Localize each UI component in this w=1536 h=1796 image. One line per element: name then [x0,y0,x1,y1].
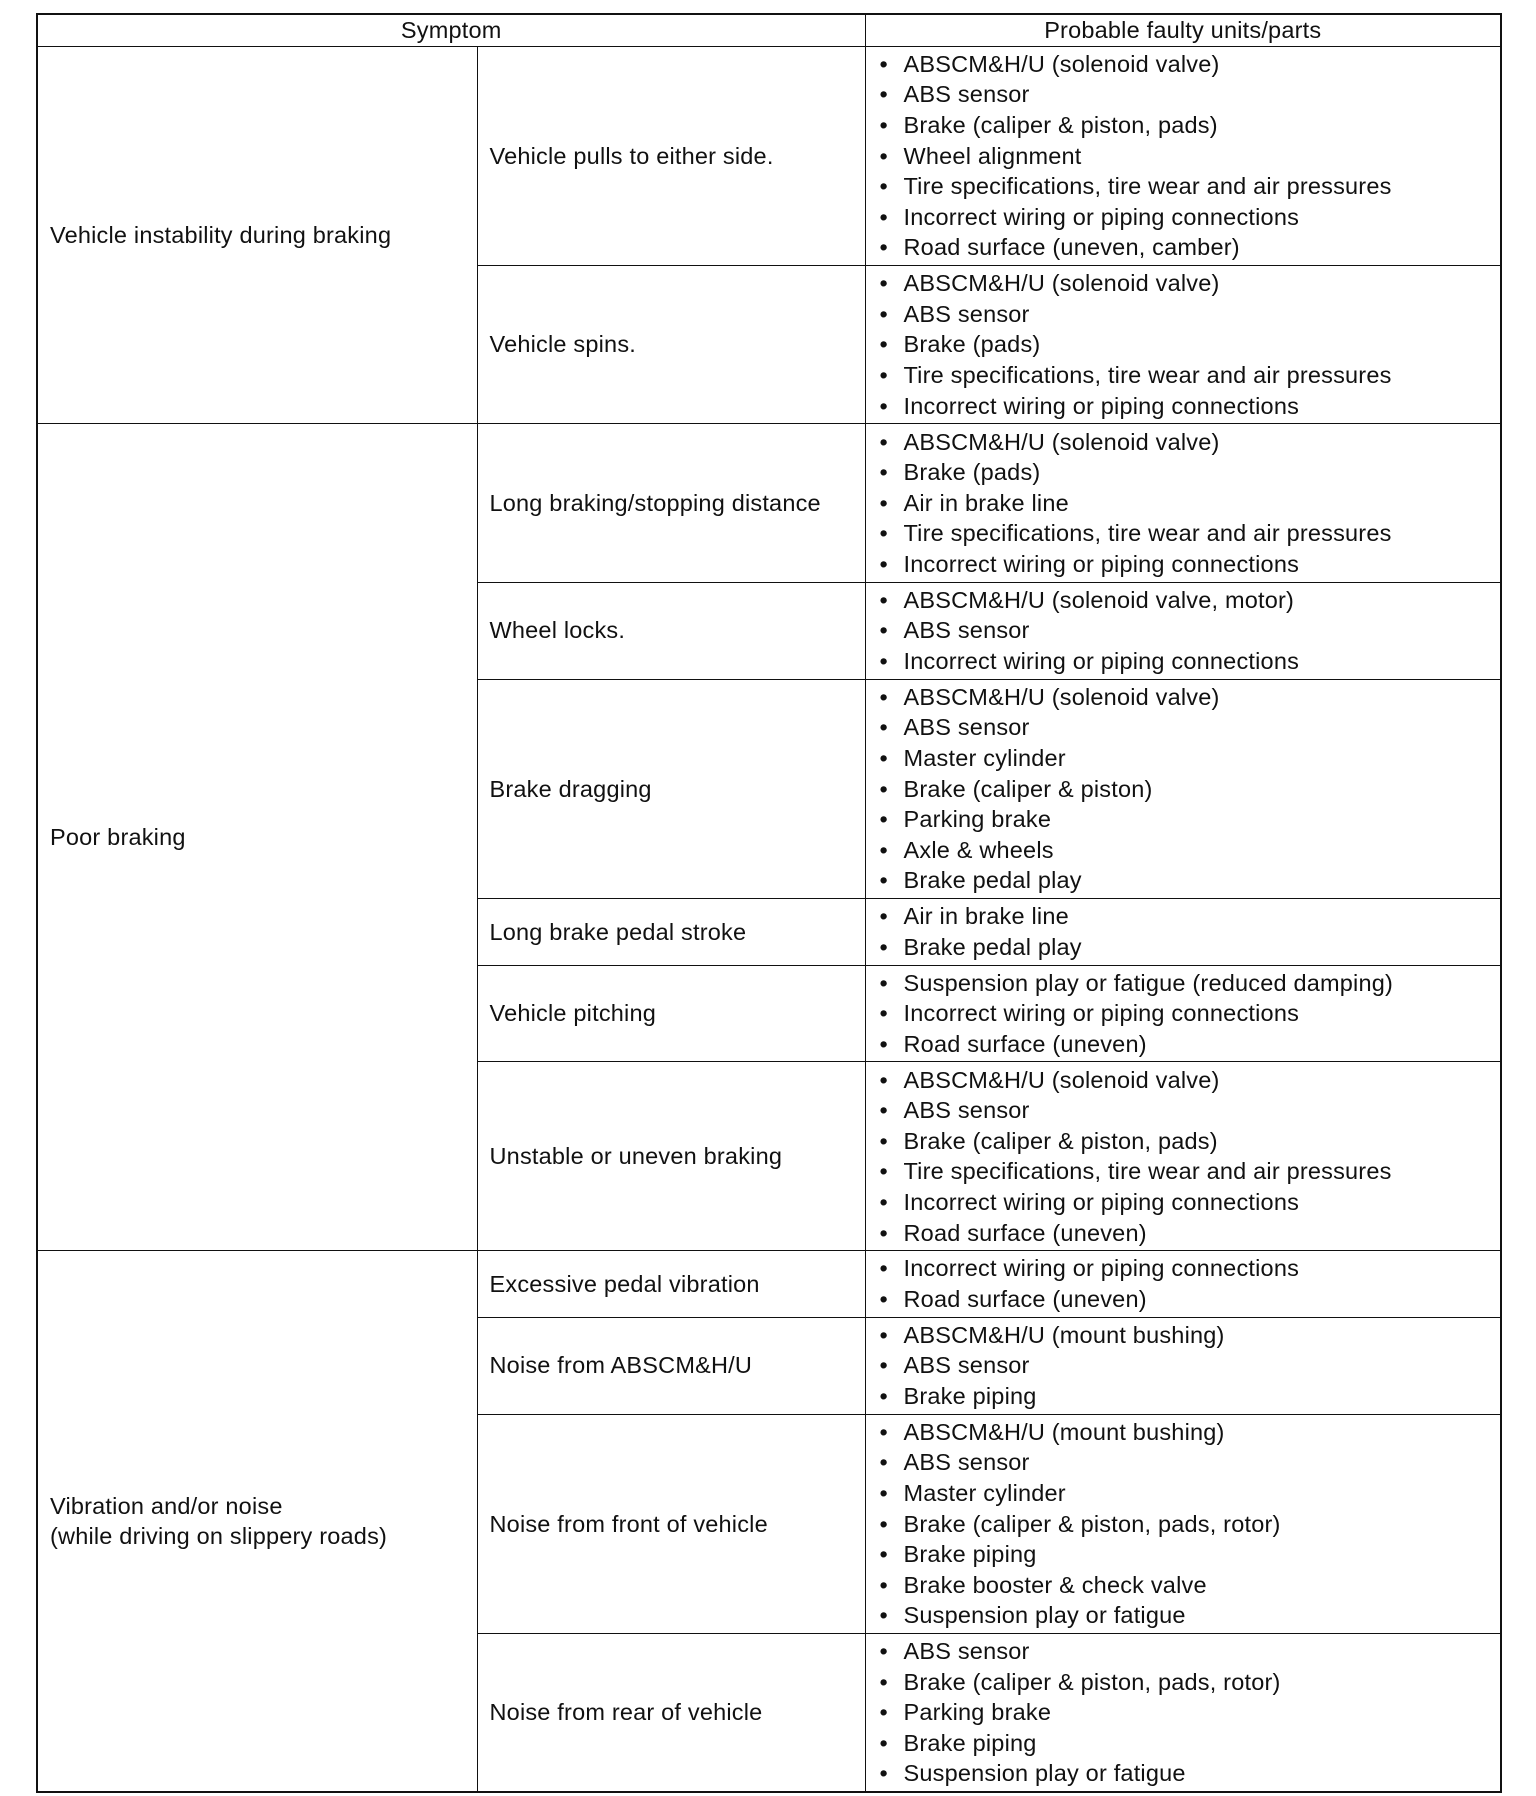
parts-cell [865,1062,1501,1251]
part-item: • Master cylinder [876,743,1495,774]
parts-list [876,1636,1495,1789]
parts-list [876,1253,1495,1314]
part-item: • Road surface (uneven) [876,1218,1495,1249]
parts-cell [865,899,1501,965]
part-item: • Incorrect wiring or piping connections [876,1187,1495,1218]
parts-list [876,1417,1495,1631]
part-item: • Brake pedal play [876,865,1495,896]
parts-list [876,268,1495,421]
part-item: • Brake (pads) [876,329,1495,360]
header-row [37,14,1501,46]
sub-symptom-cell: Long brake pedal stroke [477,899,865,965]
part-item: • Parking brake [876,1697,1495,1728]
part-item: • Brake (caliper & piston) [876,774,1495,805]
part-item: • ABSCM&H/U (solenoid valve) [876,268,1495,299]
part-item: • Brake (caliper & piston, pads, rotor) [876,1509,1495,1540]
part-item: • Brake piping [876,1381,1495,1412]
parts-cell [865,1317,1501,1414]
part-item: • Tire specifications, tire wear and air pressures [876,1156,1495,1187]
part-item: • Brake (pads) [876,457,1495,488]
table-row [37,424,1501,582]
part-item: • Incorrect wiring or piping connections [876,202,1495,233]
part-item: • ABSCM&H/U (solenoid valve, motor) [876,585,1495,616]
part-item: • ABS sensor [876,1350,1495,1381]
parts-list [876,427,1495,580]
part-item: • Tire specifications, tire wear and air pressures [876,360,1495,391]
sub-symptom-cell: Vehicle pitching [477,965,865,1062]
part-item: • Tire specifications, tire wear and air pressures [876,518,1495,549]
parts-list [876,49,1495,263]
symptom-group-cell [37,1251,477,1792]
parts-cell [865,1251,1501,1317]
part-item: • Axle & wheels [876,835,1495,866]
part-item: • Road surface (uneven) [876,1284,1495,1315]
sub-symptom-cell: Noise from front of vehicle [477,1414,865,1634]
part-item: • ABS sensor [876,1095,1495,1126]
troubleshooting-table [36,13,1502,1793]
parts-list [876,968,1495,1060]
part-item: • Incorrect wiring or piping connections [876,1253,1495,1284]
sub-symptom-cell: Brake dragging [477,679,865,899]
table-row [37,46,1501,266]
symptom-group-line: (while driving on slippery roads) [50,1523,388,1550]
part-item: • Road surface (uneven) [876,1029,1495,1060]
part-item: • Master cylinder [876,1478,1495,1509]
table-row [37,1251,1501,1317]
parts-list [876,1065,1495,1249]
part-item: • Suspension play or fatigue [876,1758,1495,1789]
part-item: • ABSCM&H/U (mount bushing) [876,1417,1495,1448]
table-body [37,46,1501,1792]
sub-symptom-cell: Noise from rear of vehicle [477,1634,865,1792]
part-item: • ABSCM&H/U (solenoid valve) [876,682,1495,713]
parts-cell [865,965,1501,1062]
part-item: • ABS sensor [876,1447,1495,1478]
parts-list [876,585,1495,677]
sub-symptom-cell: Noise from ABSCM&H/U [477,1317,865,1414]
part-item: • ABSCM&H/U (solenoid valve) [876,427,1495,458]
part-item: • Air in brake line [876,901,1495,932]
symptom-group-line: Vibration and/or noise [50,1492,283,1519]
part-item: • Suspension play or fatigue [876,1600,1495,1631]
parts-cell [865,679,1501,899]
part-item: • ABS sensor [876,615,1495,646]
parts-list [876,1320,1495,1412]
part-item: • Incorrect wiring or piping connections [876,549,1495,580]
part-item: • Brake booster & check valve [876,1570,1495,1601]
part-item: • Road surface (uneven, camber) [876,232,1495,263]
parts-list [876,901,1495,962]
part-item: • ABSCM&H/U (solenoid valve) [876,1065,1495,1096]
part-item: • Brake pedal play [876,932,1495,963]
part-item: • Tire specifications, tire wear and air pressures [876,171,1495,202]
part-item: • ABS sensor [876,1636,1495,1667]
part-item: • Parking brake [876,804,1495,835]
part-item: • Brake piping [876,1728,1495,1759]
sub-symptom-cell: Excessive pedal vibration [477,1251,865,1317]
part-item: • Incorrect wiring or piping connections [876,998,1495,1029]
sub-symptom-cell: Vehicle spins. [477,266,865,424]
part-item: • Incorrect wiring or piping connections [876,646,1495,677]
symptom-header: Symptom [37,14,865,46]
part-item: • ABSCM&H/U (solenoid valve) [876,49,1495,80]
part-item: • ABS sensor [876,299,1495,330]
parts-cell [865,582,1501,679]
symptom-group-cell: Vehicle instability during braking [37,46,477,424]
part-item: • Brake (caliper & piston, pads) [876,110,1495,141]
sub-symptom-cell: Vehicle pulls to either side. [477,46,865,266]
parts-cell [865,1634,1501,1792]
part-item: • Brake (caliper & piston, pads, rotor) [876,1667,1495,1698]
parts-cell [865,424,1501,582]
part-item: • Wheel alignment [876,141,1495,172]
parts-cell [865,266,1501,424]
part-item: • ABS sensor [876,79,1495,110]
sub-symptom-cell: Wheel locks. [477,582,865,679]
part-item: • Brake (caliper & piston, pads) [876,1126,1495,1157]
part-item: • Air in brake line [876,488,1495,519]
parts-list [876,682,1495,896]
part-item: • ABSCM&H/U (mount bushing) [876,1320,1495,1351]
sub-symptom-cell: Unstable or uneven braking [477,1062,865,1251]
parts-cell [865,46,1501,266]
part-item: • Brake piping [876,1539,1495,1570]
parts-cell [865,1414,1501,1634]
part-item: • Incorrect wiring or piping connections [876,391,1495,422]
parts-header: Probable faulty units/parts [865,14,1501,46]
symptom-group-cell: Poor braking [37,424,477,1251]
part-item: • Suspension play or fatigue (reduced damping) [876,968,1495,999]
part-item: • ABS sensor [876,712,1495,743]
sub-symptom-cell: Long braking/stopping distance [477,424,865,582]
